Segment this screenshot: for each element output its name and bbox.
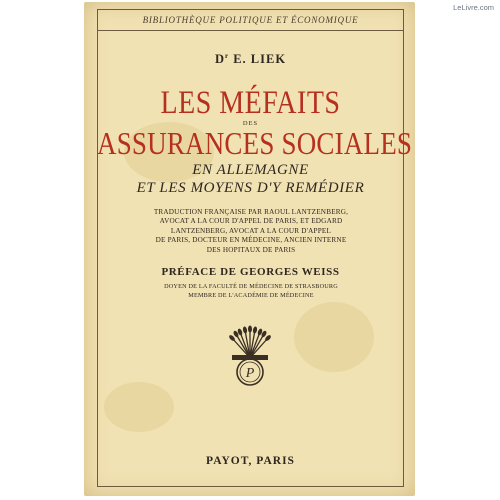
translation-line: LANTZENBERG, AVOCAT A LA COUR D'APPEL (170, 226, 332, 235)
series-divider (97, 30, 404, 31)
series-title: BIBLIOTHÈQUE POLITIQUE ET ÉCONOMIQUE (142, 15, 359, 25)
translation-line: TRADUCTION FRANÇAISE PAR RAOUL LANTZENBERG, (153, 208, 349, 216)
title-connector: DES (242, 120, 259, 127)
watermark-text: LeLivre.com (453, 3, 494, 12)
title-line-1: LES MÉFAITS (160, 84, 341, 122)
publisher-name: PAYOT, PARIS (206, 455, 295, 467)
title-line-2: ASSURANCES SOCIALES (97, 125, 413, 162)
publisher-emblem-icon (218, 324, 282, 388)
author-prefix-superscript: r (224, 52, 230, 60)
preface-credential-line: MEMBRE DE L'ACADÉMIE DE MÉDECINE (188, 291, 314, 299)
emblem-letter: P (245, 366, 255, 381)
preface-credentials (133, 283, 369, 300)
preface-credential-line: DOYEN DE LA FACULTÉ DE MÉDECINE DE STRASBOURG (164, 283, 338, 290)
subtitle-line-1: EN ALLEMAGNE (192, 162, 309, 178)
translation-line: DE PARIS, DOCTEUR EN MÉDECINE, ANCIEN INTERNE (155, 236, 347, 245)
translation-line: AVOCAT A LA COUR D'APPEL DE PARIS, ET EDGARD (159, 217, 343, 226)
author-line (97, 52, 404, 67)
translation-line: DES HOPITAUX DE PARIS (206, 245, 296, 254)
subtitle-line-2: ET LES MOYENS D'Y REMÉDIER (136, 180, 365, 196)
preface-heading: PRÉFACE DE GEORGES WEISS (161, 266, 340, 278)
author-name: E. LIEK (233, 52, 287, 67)
author-prefix: D (214, 52, 225, 67)
translation-credits (133, 208, 369, 255)
